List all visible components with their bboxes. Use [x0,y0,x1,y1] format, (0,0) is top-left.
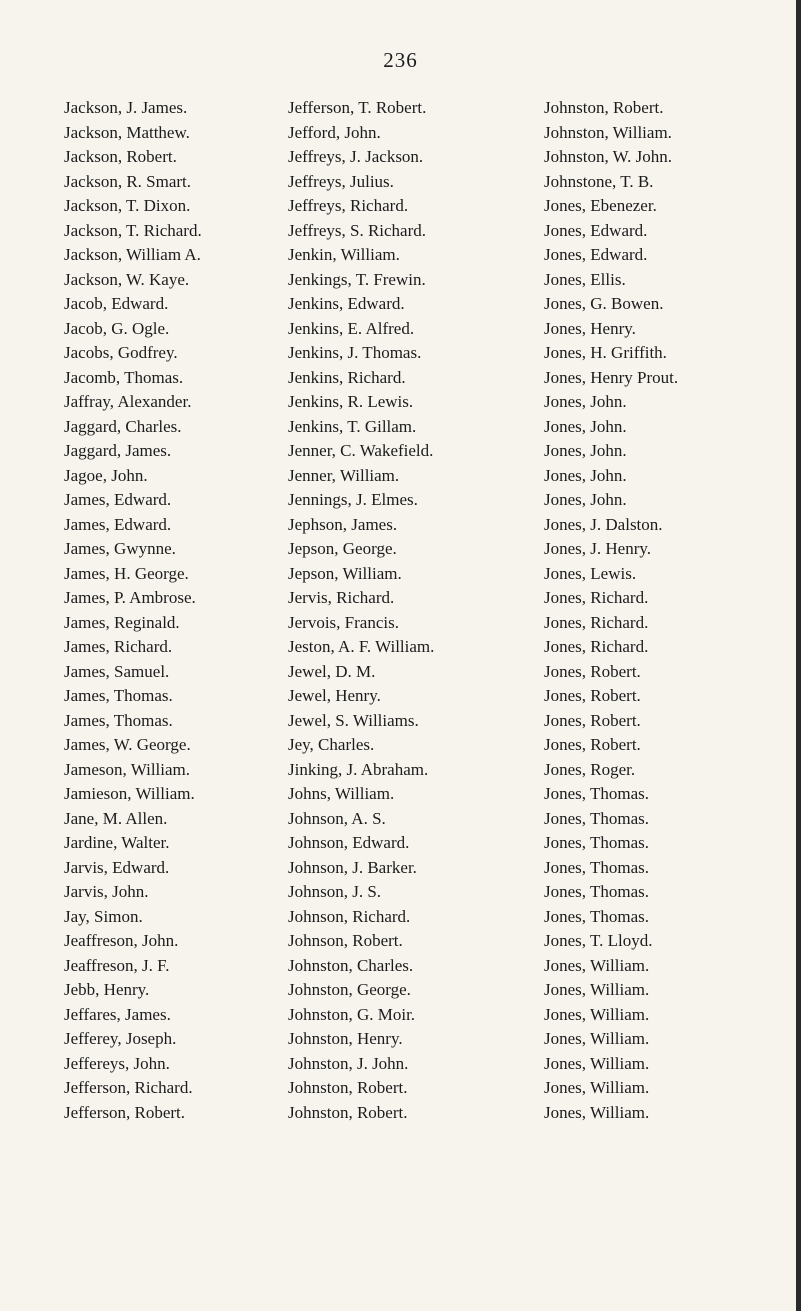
name-entry: Jones, Roger. [544,759,636,779]
name-entry: Jeston, A. F. William. [288,637,435,656]
name-entry: Jones, Edward. [544,220,648,240]
name-entry: Jones, T. Lloyd. [544,931,653,950]
name-entry: James, Edward. [64,514,172,534]
name-entry: Johns, William. [288,784,395,803]
name-entry: Johnston, Robert. [288,1102,408,1122]
name-entry: Jacobs, Godfrey. [64,343,178,362]
name-entry: Johnston, Charles. [288,955,414,975]
name-entry: Jinking, J. Abraham. [288,759,429,779]
name-entry: James, Reginald. [64,612,180,632]
name-entry: Jenkings, T. Frewin. [288,269,426,289]
name-entry: Jones, John. [544,441,627,460]
name-entry: Jenkins, J. Thomas. [288,343,422,362]
name-entry: Jenkins, R. Lewis. [288,392,414,411]
name-entry: Jones, Robert. [544,686,641,705]
name-entry: Johnson, Richard. [288,906,411,926]
name-entry: Jamieson, William. [64,784,195,803]
name-entry: Jones, Thomas. [544,833,649,852]
name-column-3 [544,96,794,1125]
name-entry: James, P. Ambrose. [64,588,196,607]
name-entry: Jey, Charles. [288,735,375,754]
name-entry: Jones, H. Griffith. [544,343,667,362]
name-entry: Johnston, William. [544,122,672,142]
name-entry: Jones, Richard. [544,588,649,607]
name-entry: Jackson, T. Dixon. [64,196,191,215]
name-entry: Jones, William. [544,955,650,975]
name-entry: Johnston, W. John. [544,147,672,166]
name-entry: Jones, William. [544,1053,650,1073]
name-entry: Johnson, A. S. [288,808,386,828]
name-entry: Jackson, William A. [64,245,201,264]
name-entry: Jeffreys, S. Richard. [288,220,427,240]
name-entry: Jones, Thomas. [544,882,649,901]
name-entry: James, Gwynne. [64,539,176,558]
name-entry: Jenner, William. [288,465,400,485]
name-entry: Jacomb, Thomas. [64,367,184,387]
name-entry: Jarvis, John. [64,882,149,901]
name-entry: James, Thomas. [64,686,173,705]
name-entry: Jones, William. [544,1004,650,1024]
name-entry: James, Samuel. [64,661,170,681]
name-entry: Johnston, Robert. [288,1078,408,1097]
name-entry: Jewel, S. Williams. [288,710,419,730]
name-entry: Jepson, William. [288,563,402,583]
name-entry: Jones, Richard. [544,637,649,656]
name-entry: Jeaffreson, J. F. [64,955,170,975]
name-entry: Jones, John. [544,392,627,411]
name-entry: Jefferson, Robert. [64,1102,186,1122]
name-entry: Jones, Thomas. [544,906,649,926]
name-entry: Jaggard, Charles. [64,416,182,436]
name-entry: Jones, Robert. [544,661,641,681]
name-entry: James, Edward. [64,490,172,509]
name-entry: Jeaffreson, John. [64,931,179,950]
name-entry: Jepson, George. [288,539,397,558]
name-entry: Jewel, D. M. [288,661,376,681]
name-entry: Jefford, John. [288,122,381,142]
name-entry: Jenner, C. Wakefield. [288,441,434,460]
name-entry: Johnston, Henry. [288,1029,403,1048]
name-entry: Johnston, G. Moir. [288,1004,416,1024]
name-entry: Jones, Lewis. [544,563,637,583]
name-entry: Jones, G. Bowen. [544,294,664,313]
name-entry: Jones, J. Dalston. [544,514,663,534]
name-entry: Jones, William. [544,1029,650,1048]
name-entry: Jones, Henry. [544,318,636,338]
name-entry: Jeffreys, Richard. [288,196,409,215]
name-entry: James, Richard. [64,637,173,656]
page-edge-shadow [796,0,801,1311]
name-entry: Jaffray, Alexander. [64,392,192,411]
name-column-2 [288,96,538,1125]
name-entry: Jameson, William. [64,759,191,779]
name-entry: Jones, John. [544,490,627,509]
name-entry: Jaggard, James. [64,441,172,460]
name-entry: Jardine, Walter. [64,833,170,852]
name-entry: Jarvis, Edward. [64,857,170,877]
name-entry: Jones, William. [544,1102,650,1122]
name-entry: Jones, John. [544,465,627,485]
name-entry: Jane, M. Allen. [64,808,168,828]
name-entry: Johnston, George. [288,980,411,999]
name-entry: Jeffares, James. [64,1004,171,1024]
name-entry: Jones, J. Henry. [544,539,652,558]
name-entry: Johnston, J. John. [288,1053,409,1073]
name-entry: Jones, John. [544,416,627,436]
name-entry: Jenkins, E. Alfred. [288,318,415,338]
name-entry: Jones, Henry Prout. [544,367,679,387]
name-entry: Jones, Thomas. [544,857,649,877]
name-entry: Jenkins, Edward. [288,294,405,313]
name-entry: Jones, Robert. [544,735,641,754]
name-entry: Jones, Robert. [544,710,641,730]
name-entry: Jebb, Henry. [64,980,150,999]
name-entry: Jacob, Edward. [64,294,169,313]
name-entry: James, Thomas. [64,710,173,730]
name-entry: Jones, Thomas. [544,784,649,803]
name-entry: Johnson, J. S. [288,882,382,901]
name-entry: Johnston, Robert. [544,98,664,117]
name-entry: Jennings, J. Elmes. [288,490,418,509]
name-entry: Jones, William. [544,980,650,999]
name-entry: Jones, Edward. [544,245,648,264]
name-entry: Johnstone, T. B. [544,171,654,191]
name-entry: Jackson, R. Smart. [64,171,192,191]
name-entry: Jervis, Richard. [288,588,395,607]
name-entry: Jackson, Robert. [64,147,177,166]
name-column-1 [64,96,284,1125]
name-entry: Jones, William. [544,1078,650,1097]
name-entry: Jenkins, Richard. [288,367,406,387]
name-entry: Jones, Ellis. [544,269,626,289]
name-entry: Jewel, Henry. [288,686,381,705]
name-entry: Jones, Ebenezer. [544,196,657,215]
name-entry: Jagoe, John. [64,465,148,485]
page-number: 236 [383,48,418,72]
name-entry: Jervois, Francis. [288,612,399,632]
name-entry: Jefferson, Richard. [64,1078,193,1097]
name-entry: Jeffreys, J. Jackson. [288,147,424,166]
name-entry: James, H. George. [64,563,189,583]
name-entry: Jacob, G. Ogle. [64,318,170,338]
name-entry: Jackson, Matthew. [64,122,190,142]
name-entry: Jones, Richard. [544,612,649,632]
name-entry: Jenkins, T. Gillam. [288,416,417,436]
name-entry: Jones, Thomas. [544,808,649,828]
name-entry: Jeffreys, Julius. [288,171,394,191]
name-entry: Jefferey, Joseph. [64,1029,177,1048]
name-entry: Johnson, Robert. [288,931,403,950]
name-entry: Jackson, J. James. [64,98,188,117]
name-entry: James, W. George. [64,735,191,754]
name-entry: Jeffereys, John. [64,1053,170,1073]
name-entry: Johnson, J. Barker. [288,857,417,877]
name-entry: Jackson, T. Richard. [64,220,202,240]
name-entry: Jenkin, William. [288,245,400,264]
name-entry: Jefferson, T. Robert. [288,98,427,117]
name-entry: Johnson, Edward. [288,833,410,852]
name-entry: Jephson, James. [288,514,398,534]
name-entry: Jackson, W. Kaye. [64,269,190,289]
name-entry: Jay, Simon. [64,906,143,926]
